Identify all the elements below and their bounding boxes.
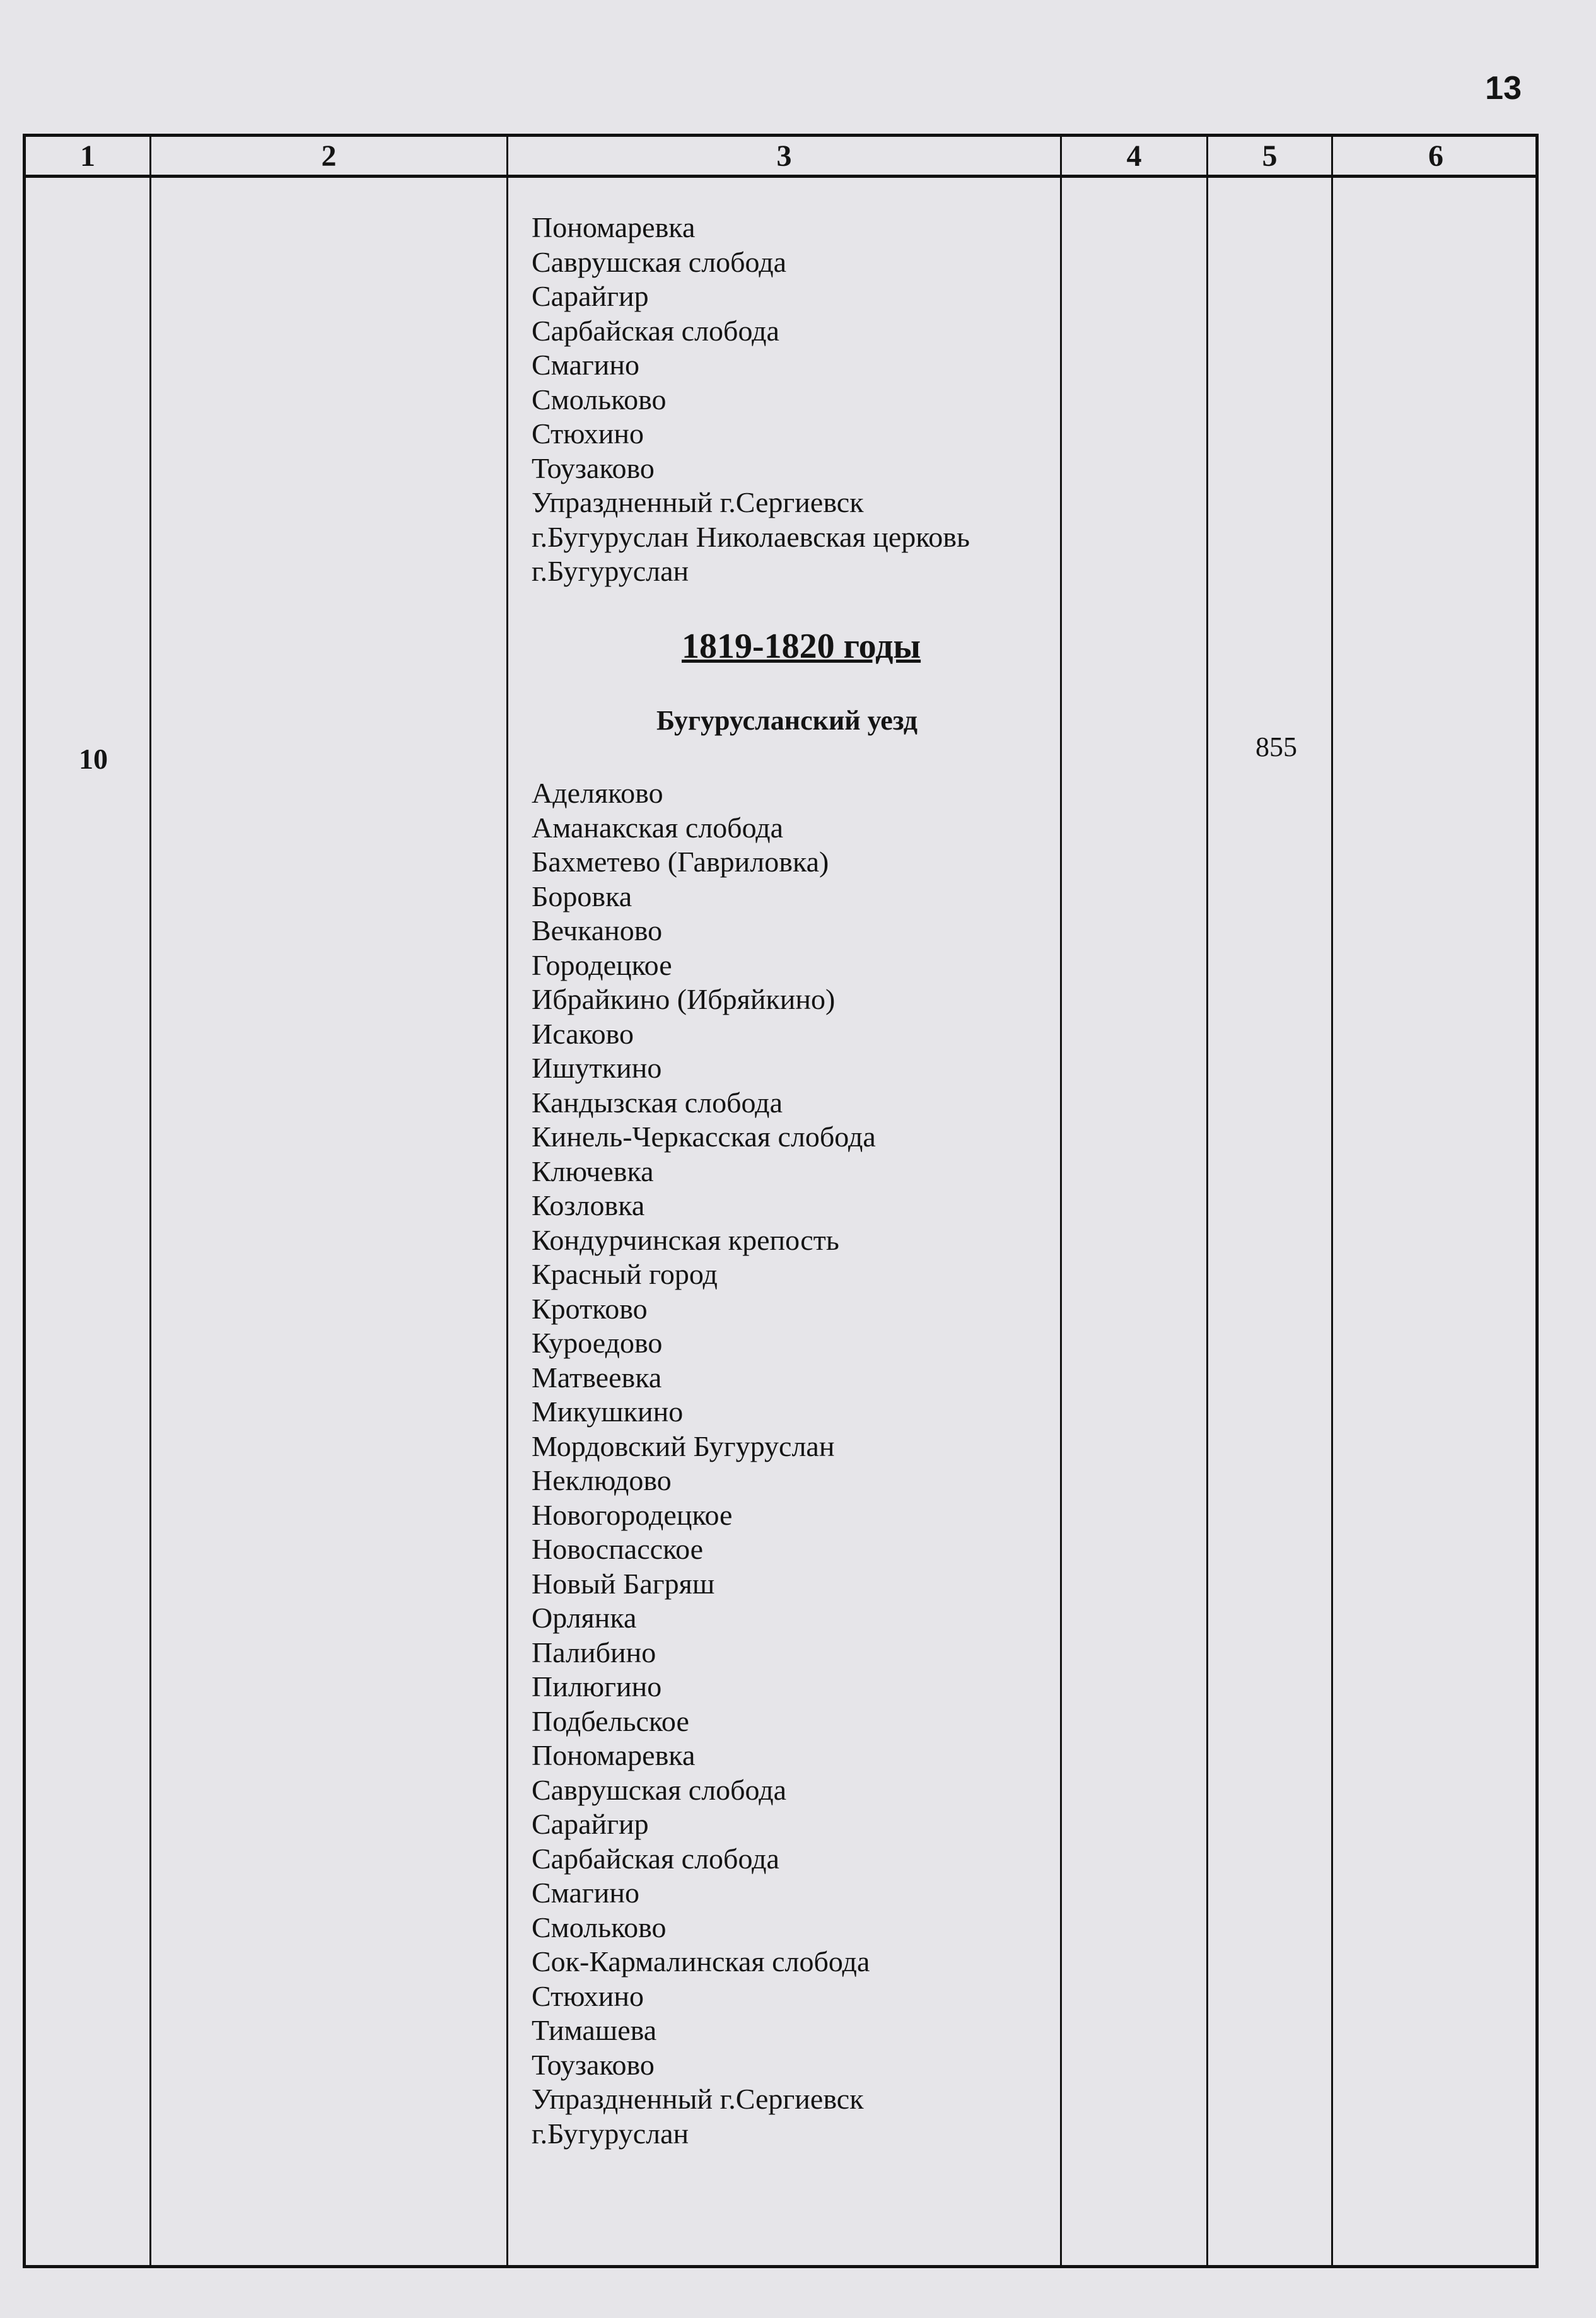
list-item: Мордовский Бугуруслан [532, 1430, 835, 1462]
list-item: Смагино [532, 349, 639, 381]
col5-value: 855 [1255, 731, 1297, 762]
column-divider [1331, 137, 1333, 2265]
list-item: Смагино [532, 1877, 639, 1909]
list-item: Кинель-Черкасская слобода [532, 1121, 876, 1153]
list-item: Матвеевка [532, 1361, 662, 1394]
header-col-2: 2 [321, 139, 337, 173]
list-item: г.Бугуруслан [532, 2117, 689, 2150]
district-heading: Бугурусланский уезд [656, 705, 917, 736]
list-item: Палибино [532, 1636, 656, 1669]
header-col-4: 4 [1126, 139, 1142, 173]
list-item: Микушкино [532, 1395, 684, 1428]
list-item: Исаково [532, 1017, 634, 1050]
list-item: Тоузаково [532, 2048, 655, 2081]
row-number: 10 [79, 743, 108, 775]
header-col-6: 6 [1428, 139, 1443, 173]
list-item: Стюхино [532, 417, 644, 450]
table-header [26, 137, 1535, 175]
list-item: Новогородецкое [532, 1498, 733, 1531]
column-divider [149, 137, 151, 2265]
list-item: Новоспасское [532, 1533, 704, 1565]
list-item: Кондурчинская крепость [532, 1223, 839, 1256]
header-col-3: 3 [776, 139, 792, 173]
page-number: 13 [1485, 70, 1522, 107]
list-item: Пономаревка [532, 211, 696, 243]
list-item: Упраздненный г.Сергиевск [532, 486, 864, 518]
list-item: Ибрайкино (Ибряйкино) [532, 983, 836, 1015]
list-item: Ключевка [532, 1155, 654, 1187]
header-col-1: 1 [80, 139, 95, 173]
list-item: Козловка [532, 1189, 645, 1221]
list-item: Красный город [532, 1258, 718, 1290]
list-item: Пилюгино [532, 1670, 662, 1703]
list-item: Городецкое [532, 948, 672, 981]
list-item: Стюхино [532, 1979, 644, 2012]
column-divider [506, 137, 508, 2265]
list-item: Сарайгир [532, 1808, 649, 1840]
archive-table [23, 134, 1539, 2268]
list-item: Сарбайская слобода [532, 314, 779, 347]
list-item: Сарбайская слобода [532, 1842, 779, 1875]
list-item: Аманакская слобода [532, 811, 784, 844]
list-item: Куроедово [532, 1327, 663, 1359]
list-item: Пономаревка [532, 1739, 696, 1771]
list-item: г.Бугуруслан Николаевская церковь [532, 520, 970, 553]
list-item: Аделяково [532, 777, 663, 809]
list-item: Подбельское [532, 1704, 689, 1737]
column-divider [1206, 137, 1208, 2265]
list-item: Кандызская слобода [532, 1086, 783, 1119]
year-heading: 1819-1820 годы [682, 627, 921, 666]
header-divider [26, 175, 1535, 178]
list-item: Вечканово [532, 914, 663, 946]
list-item: Тимашева [532, 2014, 657, 2046]
list-item: г.Бугуруслан [532, 555, 689, 587]
list-item: Орлянка [532, 1602, 637, 1634]
list-item: Тоузаково [532, 451, 655, 484]
list-item: Упраздненный г.Сергиевск [532, 2083, 864, 2115]
list-item: Кротково [532, 1292, 648, 1325]
list-item: Неклюдово [532, 1464, 672, 1496]
settlement-list-continued [532, 211, 970, 589]
list-item: Саврушская слобода [532, 1773, 787, 1806]
settlement-list [532, 776, 876, 2151]
column-divider [1060, 137, 1062, 2265]
list-item: Боровка [532, 880, 632, 912]
list-item: Саврушская слобода [532, 245, 787, 278]
list-item: Ишуткино [532, 1052, 662, 1084]
header-col-5: 5 [1262, 139, 1278, 173]
list-item: Бахметево (Гавриловка) [532, 846, 829, 878]
list-item: Сок-Кармалинская слобода [532, 1945, 870, 1977]
list-item: Смольково [532, 1911, 667, 1943]
list-item: Сарайгир [532, 280, 649, 312]
list-item: Новый Багряш [532, 1567, 715, 1600]
list-item: Смольково [532, 383, 667, 416]
